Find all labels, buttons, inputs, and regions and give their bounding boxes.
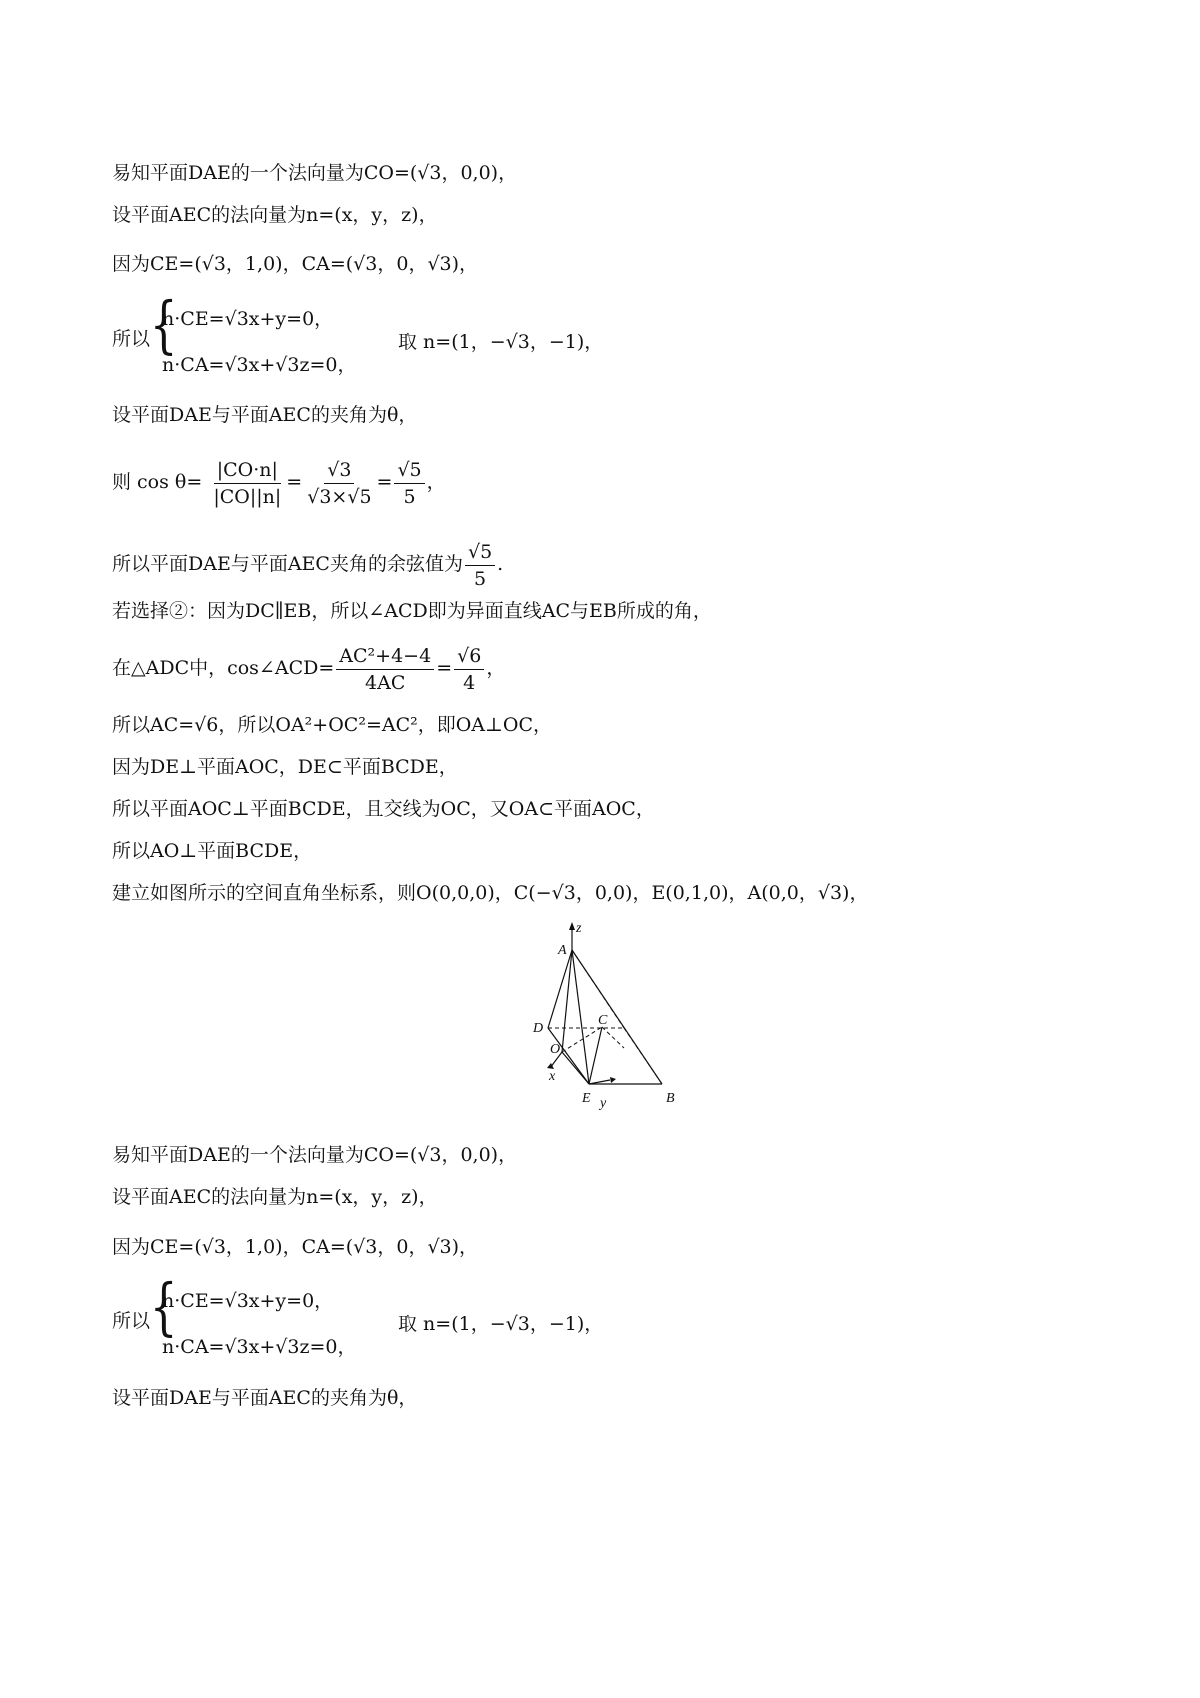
conclusion-num: √5 <box>465 540 495 566</box>
normal-aec-line-2: 设平面AEC的法向量为n=(x，y，z)， <box>112 1186 438 1208</box>
angle-setup-line: 设平面DAE与平面AEC的夹角为θ， <box>112 404 418 426</box>
cos-fraction-3 <box>394 458 424 509</box>
system-take-n-2: 取 n=(1，−√3，−1)， <box>398 1313 604 1335</box>
system-row-1-b: n·CE=√3x+y=0， <box>162 1290 334 1312</box>
label-O: O <box>550 1042 561 1057</box>
label-y: y <box>600 1096 607 1110</box>
plane-perp-line: 所以平面AOC⊥平面BCDE，且交线为OC，又OA⊂平面AOC， <box>112 798 655 820</box>
label-E: E <box>582 1091 591 1106</box>
label-B: B <box>666 1091 675 1106</box>
system-prefix: 所以 <box>112 328 151 350</box>
cos-fraction-1-num: |CO·n| <box>214 458 281 484</box>
system-prefix-2: 所以 <box>112 1310 151 1332</box>
coords-line: 建立如图所示的空间直角坐标系，则O(0,0,0)，C(−√3，0,0)，E(0,1,0)，A(0,0，√3)， <box>112 882 869 904</box>
conclusion-den: 5 <box>474 567 487 590</box>
normal-dae-line-2: 易知平面DAE的一个法向量为CO=(√3，0,0)， <box>112 1144 518 1166</box>
pyramid-figure <box>530 920 690 1110</box>
conclusion-fraction <box>465 540 495 591</box>
left-brace: { <box>149 288 178 361</box>
triangle-den: 4AC <box>365 671 406 694</box>
triangle-adc-line: 在△ADC中，cos∠ACD= $\frac{\text{AC²+4−4}}{4AC}$ = $\frac{√6}{4}$ ， <box>112 644 506 694</box>
choice-two-line: 若选择②：因为DC∥EB，所以∠ACD即为异面直线AC与EB所成的角， <box>112 600 712 622</box>
cos-theta-line: 则 cos θ= $\frac{|CO\cdot n|}{|CO||n|}$ = $\frac{√3}{√3\times√5}$ = $\frac{√5}{5}$ ， <box>112 458 446 508</box>
ao-perp-line: 所以AO⊥平面BCDE， <box>112 840 313 862</box>
label-C: C <box>598 1013 608 1028</box>
cos-fraction-2 <box>304 458 374 509</box>
system-row-1: n·CE=√3x+y=0， <box>162 308 334 330</box>
triangle-num: AC²+4−4 <box>336 644 434 670</box>
triangle-prefix: 在△ADC中，cos∠ACD= <box>112 657 335 679</box>
system-take-n: 取 n=(1，−√3，−1)， <box>398 331 604 353</box>
label-A: A <box>558 943 567 958</box>
edge-C-aux <box>602 1027 624 1048</box>
triangle-num2: √6 <box>454 644 484 670</box>
label-x: x <box>549 1069 556 1084</box>
label-z: z <box>576 921 582 936</box>
conclusion-line: 所以平面DAE与平面AEC夹角的余弦值为 $\frac{√5}{5}$ . <box>112 540 504 590</box>
label-D: D <box>533 1021 544 1036</box>
edge-EC <box>589 1027 602 1084</box>
normal-dae-line: 易知平面DAE的一个法向量为CO=(√3，0,0)， <box>112 162 518 184</box>
system-row-2: n·CA=√3x+√3z=0， <box>162 354 357 376</box>
vectors-line: 因为CE=(√3，1,0)，CA=(√3，0，√3)， <box>112 253 479 275</box>
triangle-den2: 4 <box>463 671 476 694</box>
normal-aec-line: 设平面AEC的法向量为n=(x，y，z)， <box>112 204 438 226</box>
system-row-2-b: n·CA=√3x+√3z=0， <box>162 1336 357 1358</box>
y-axis-arrow <box>610 1077 616 1083</box>
conclusion-prefix: 所以平面DAE与平面AEC夹角的余弦值为 <box>112 553 463 575</box>
cos-fraction-2-den: √3×√5 <box>307 485 372 508</box>
z-axis-arrow <box>569 922 575 930</box>
cos-fraction-3-den: 5 <box>403 485 416 508</box>
cos-fraction-2-num: √3 <box>324 458 354 484</box>
cos-prefix: 则 cos θ= <box>112 471 203 493</box>
triangle-fraction-2 <box>454 644 484 695</box>
angle-setup-line-2: 设平面DAE与平面AEC的夹角为θ， <box>112 1387 418 1409</box>
left-brace-2: { <box>149 1270 178 1343</box>
cos-fraction-3-num: √5 <box>394 458 424 484</box>
cos-fraction-1 <box>210 458 284 509</box>
vectors-line-2: 因为CE=(√3，1,0)，CA=(√3，0，√3)， <box>112 1236 479 1258</box>
ac-value-line: 所以AC=√6，所以OA²+OC²=AC²，即OA⊥OC， <box>112 714 553 736</box>
triangle-fraction-1 <box>336 644 434 695</box>
de-perp-line: 因为DE⊥平面AOC，DE⊂平面BCDE， <box>112 756 458 778</box>
cos-fraction-1-den: |CO||n| <box>213 485 282 508</box>
